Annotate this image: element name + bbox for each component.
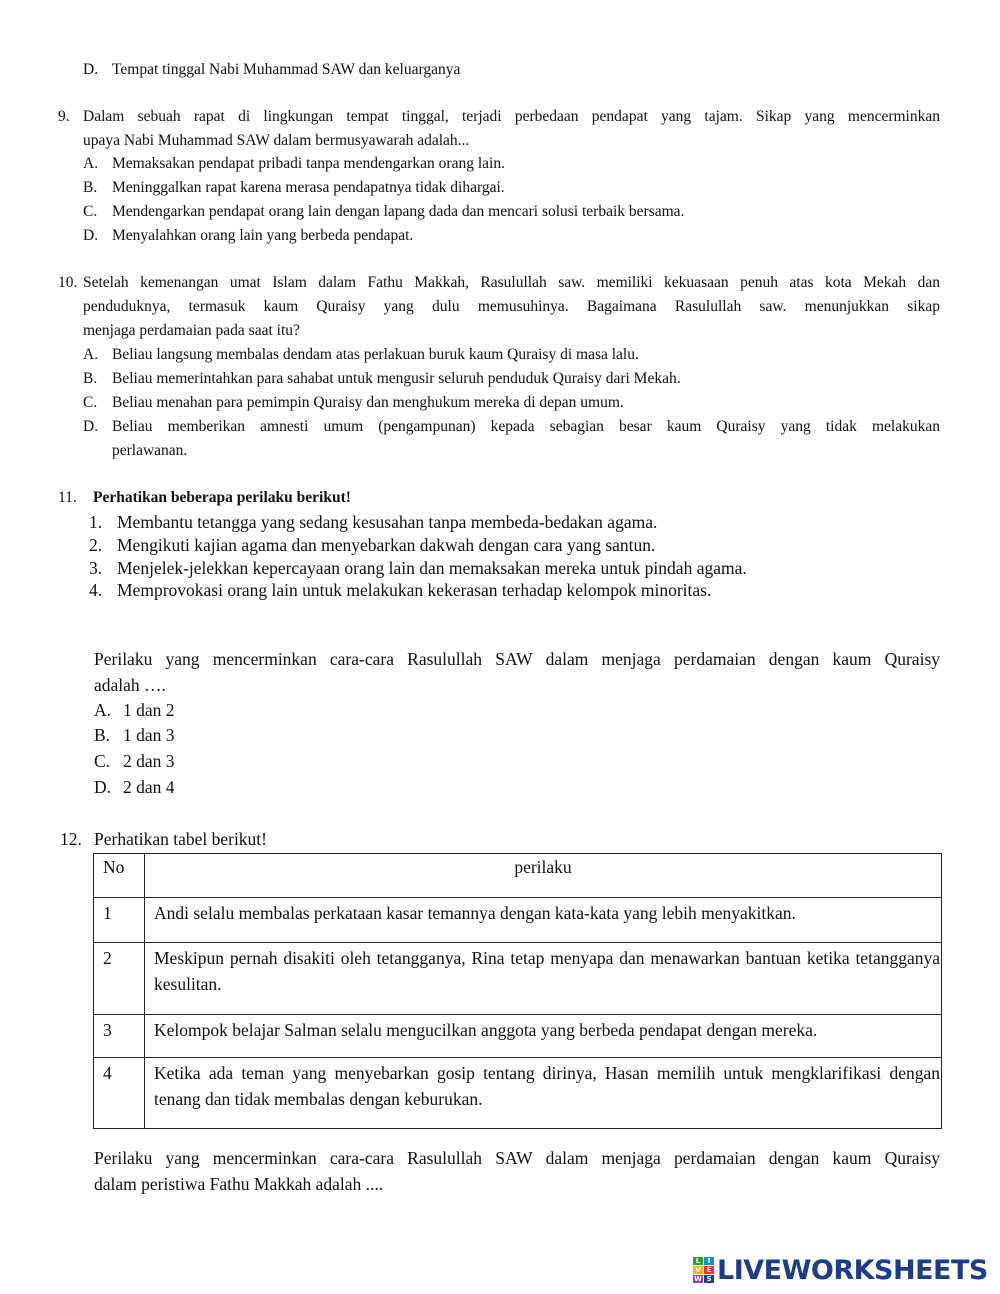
table-row [94, 943, 942, 1015]
q10-option-c[interactable] [83, 391, 624, 415]
list-number: 3. [89, 558, 103, 578]
q11-option-c[interactable] [94, 749, 175, 774]
option-label: D. [83, 61, 99, 78]
question-stem-line: menjaga perdamaian pada saat itu? [83, 322, 300, 339]
q11-option-b[interactable] [94, 723, 175, 748]
option-text: 2 dan 3 [123, 751, 175, 771]
table-cell-text: Kelompok belajar Salman selalu mengucilkan anggota yang berbeda pendapat dengan mereka. [145, 1015, 942, 1058]
q10-option-b[interactable] [83, 367, 681, 391]
option-label: B. [83, 370, 98, 387]
list-text: Mengikuti kajian agama dan menyebarkan dakwah dengan cara yang santun. [117, 535, 656, 555]
table-cell-text: Andi selalu membalas perkataan kasar temannya dengan kata-kata yang lebih menyakitkan. [145, 898, 942, 943]
option-label: C. [94, 751, 111, 771]
question-stem-line: Setelah kemenangan umat Islam dalam Fathu Makkah, Rasulullah saw. memiliki kekuasaan penuh atas kota Mekah dan [83, 274, 940, 291]
question-heading: Perhatikan beberapa perilaku berikut! [93, 489, 351, 506]
option-label: A. [83, 155, 99, 172]
option-label: B. [94, 725, 111, 745]
option-text: Beliau menahan para pemimpin Quraisy dan menghukum mereka di depan umum. [112, 394, 624, 411]
q10-option-a[interactable] [83, 343, 639, 367]
q9-option-b[interactable] [83, 176, 505, 200]
option-text: Mendengarkan pendapat orang lain dengan lapang dada dan mencari solusi terbaik bersama. [112, 203, 685, 220]
table-cell-no: 2 [94, 943, 145, 1015]
question-number: 11. [58, 489, 77, 506]
question-number: 9. [58, 108, 70, 125]
table-row [94, 1015, 942, 1058]
list-item [89, 578, 712, 603]
question-number: 10. [58, 274, 78, 291]
option-text: Tempat tinggal Nabi Muhammad SAW dan keluarganya [112, 61, 461, 78]
list-text: Memprovokasi orang lain untuk melakukan kekerasan terhadap kelompok minoritas. [117, 580, 712, 600]
list-text: Menjelek-jelekkan kepercayaan orang lain dan memaksakan mereka untuk pindah agama. [117, 558, 747, 578]
option-text: Menyalahkan orang lain yang berbeda pendapat. [112, 227, 414, 244]
table-row [94, 1058, 942, 1129]
option-text: Beliau memerintahkan para sahabat untuk mengusir seluruh penduduk Quraisy dari Mekah. [112, 370, 681, 387]
question-number: 12. [60, 829, 82, 849]
option-label: C. [83, 394, 98, 411]
logo-tiles-icon: L I V E W S [693, 1257, 714, 1283]
option-label: D. [94, 777, 112, 797]
q10-option-d-label[interactable]: D. [83, 418, 99, 435]
table-cell-no: 1 [94, 898, 145, 943]
list-item [89, 510, 658, 535]
q9-option-d[interactable] [83, 224, 414, 248]
logo-wordmark: LIVEWORKSHEETS [717, 1254, 988, 1286]
q10-option-d-text[interactable]: Beliau memberikan amnesti umum (pengampunan) kepada sebagian besar kaum Quraisy yang tidak melakukan [112, 418, 940, 435]
list-number: 4. [89, 580, 103, 600]
q9-option-a[interactable] [83, 152, 505, 176]
question-text-line: Perilaku yang mencerminkan cara-cara Rasulullah SAW dalam menjaga perdamaian dengan kaum Quraisy [94, 1148, 940, 1168]
question-stem-line: upaya Nabi Muhammad SAW dalam bermusyawarah adalah... [83, 132, 470, 149]
option-label: C. [83, 203, 98, 220]
question-text-line: adalah …. [94, 675, 166, 695]
table-header-row [94, 854, 942, 898]
option-text: 1 dan 2 [123, 700, 175, 720]
q8-option-d [83, 58, 461, 82]
list-number: 1. [89, 512, 103, 532]
question-text-line: Perilaku yang mencerminkan cara-cara Rasulullah SAW dalam menjaga perdamaian dengan kaum Quraisy [94, 649, 940, 669]
list-text: Membantu tetangga yang sedang kesusahan tanpa membeda-bedakan agama. [117, 512, 658, 532]
q10-option-d-text-cont[interactable]: perlawanan. [112, 442, 188, 459]
option-text: 1 dan 3 [123, 725, 175, 745]
table-cell-no: 4 [94, 1058, 145, 1129]
table-cell-text: Ketika ada teman yang menyebarkan gosip tentang dirinya, Hasan memilih untuk mengklarifikasi dengan tenang dan tidak membalas dengan keburukan. [145, 1058, 942, 1129]
q11-option-a[interactable] [94, 698, 175, 723]
table-row [94, 898, 942, 943]
question-stem-line: Dalam sebuah rapat di lingkungan tempat tinggal, terjadi perbedaan pendapat yang tajam. Sikap yang mencerminkan [83, 108, 940, 125]
table-header-no: No [94, 854, 145, 898]
q9-option-c[interactable] [83, 200, 685, 224]
option-text: 2 dan 4 [123, 777, 175, 797]
question-text-line: dalam peristiwa Fathu Makkah adalah .... [94, 1174, 384, 1194]
table-cell-no: 3 [94, 1015, 145, 1058]
table-header-behavior: perilaku [145, 854, 942, 898]
list-number: 2. [89, 535, 103, 555]
option-label: D. [83, 227, 99, 244]
option-text: Memaksakan pendapat pribadi tanpa mendengarkan orang lain. [112, 155, 505, 172]
table-cell-text: Meskipun pernah disakiti oleh tetangganya, Rina tetap menyapa dan menawarkan bantuan ketika tetangganya kesulitan. [145, 943, 942, 1015]
behavior-table [93, 853, 942, 1129]
option-label: A. [94, 700, 112, 720]
question-stem-line: penduduknya, termasuk kaum Quraisy yang dulu memusuhinya. Bagaimana Rasulullah saw. menunjukkan sikap [83, 298, 940, 315]
question-heading: Perhatikan tabel berikut! [94, 829, 267, 849]
liveworksheets-logo[interactable] [693, 1255, 988, 1285]
option-label: B. [83, 179, 98, 196]
option-text: Beliau langsung membalas dendam atas perlakuan buruk kaum Quraisy di masa lalu. [112, 346, 639, 363]
list-item [89, 533, 656, 558]
option-label: A. [83, 346, 99, 363]
q11-option-d[interactable] [94, 775, 175, 800]
option-text: Meninggalkan rapat karena merasa pendapatnya tidak dihargai. [112, 179, 505, 196]
